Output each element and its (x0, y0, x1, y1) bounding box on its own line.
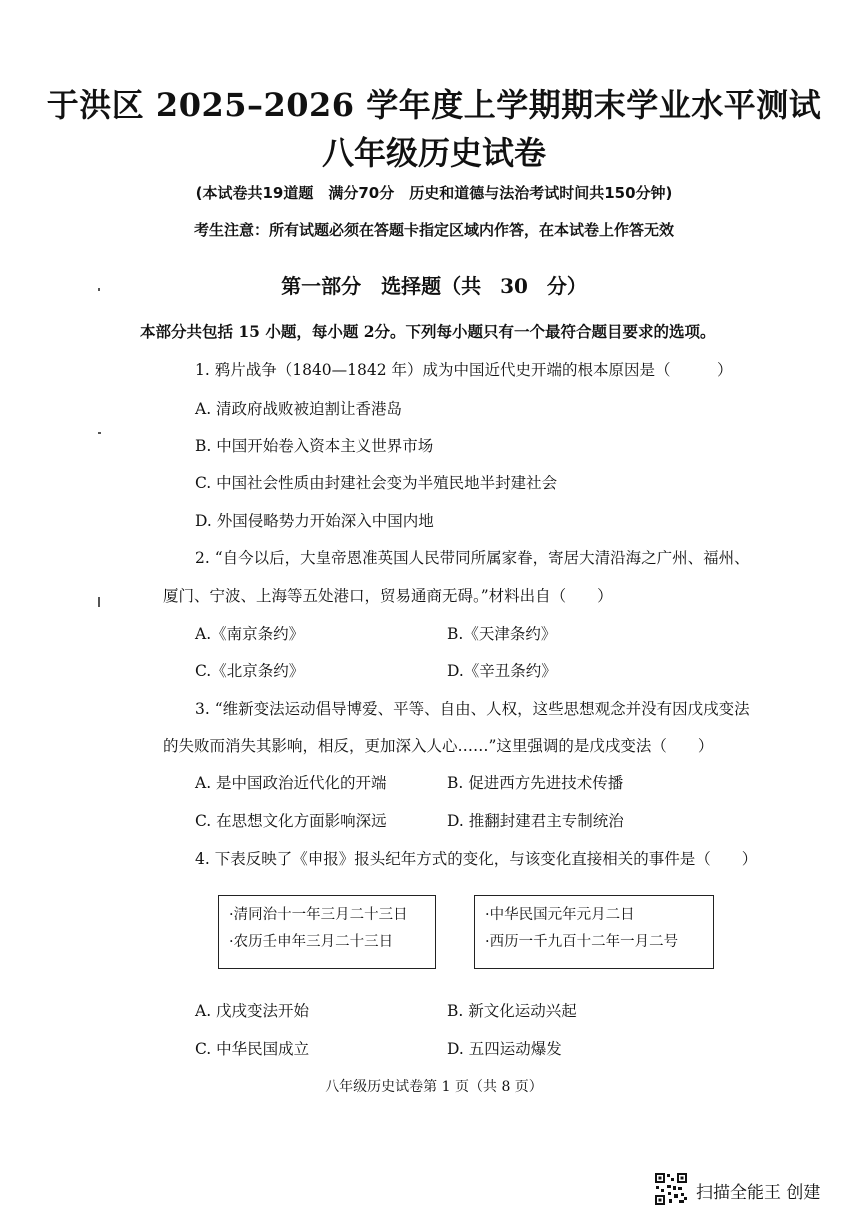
box-left-line-1: ·清同治十一年三月二十三日 (229, 907, 408, 923)
question-2-option-c: C.《北京条约》 (195, 662, 305, 680)
question-2-stem-line2: 厦门、宁波、上海等五处港口，贸易通商无碍。”材料出自（ ） (163, 587, 613, 605)
scan-speck (98, 288, 100, 291)
watermark-text: 扫描全能王 创建 (696, 1183, 821, 1203)
question-3-option-b: B. 促进西方先进技术传播 (447, 774, 624, 792)
scan-speck (98, 597, 100, 607)
scanner-watermark (654, 1172, 854, 1212)
newspaper-dating-box-left (218, 895, 436, 969)
question-2-option-a: A.《南京条约》 (195, 625, 305, 643)
question-2-option-b: B.《天津条约》 (447, 625, 557, 643)
section-heading: 第一部分 选择题（共 30 分） (281, 274, 587, 298)
question-4-option-a: A. 戊戌变法开始 (195, 1002, 310, 1020)
question-2-stem-line1: 2. “自今以后，大皇帝恩准英国人民带同所属家眷，寄居大清沿海之广州、福州、 (195, 549, 750, 567)
question-1-option-d: D. 外国侵略势力开始深入中国内地 (195, 512, 434, 530)
exam-title: 于洪区 2025–2026 学年度上学期期末学业水平测试 (46, 86, 822, 124)
question-1-stem: 1. 鸦片战争（1840—1842 年）成为中国近代史开端的根本原因是（ ） (195, 361, 733, 379)
question-3-stem-line2: 的失败而消失其影响，相反，更加深入人心……”这里强调的是戊戌变法（ ） (163, 737, 714, 755)
question-2-option-d: D.《辛丑条约》 (447, 662, 557, 680)
question-3-option-a: A. 是中国政治近代化的开端 (195, 774, 387, 792)
qr-code-icon (654, 1172, 688, 1206)
question-4-stem: 4. 下表反映了《申报》报头纪年方式的变化，与该变化直接相关的事件是（ ） (195, 850, 758, 868)
question-3-option-c: C. 在思想文化方面影响深远 (195, 812, 387, 830)
section-instruction: 本部分共包括 15 小题，每小题 2分。下列每小题只有一个最符合题目要求的选项。 (140, 322, 716, 341)
question-1-option-c: C. 中国社会性质由封建社会变为半殖民地半封建社会 (195, 474, 558, 492)
question-3-stem-line1: 3. “维新变法运动倡导博爱、平等、自由、人权，这些思想观念并没有因戊戌变法 (195, 700, 750, 718)
box-left-line-2: ·农历壬申年三月二十三日 (229, 934, 394, 950)
exam-notice: 考生注意：所有试题必须在答题卡指定区域内作答，在本试卷上作答无效 (193, 221, 674, 239)
question-4-option-c: C. 中华民国成立 (195, 1040, 310, 1058)
box-right-line-1: ·中华民国元年元月二日 (485, 907, 635, 923)
question-4-option-b: B. 新文化运动兴起 (447, 1002, 577, 1020)
exam-info: (本试卷共19道题 满分70分 历史和道德与法治考试时间共150分钟) (195, 184, 673, 202)
exam-subtitle: 八年级历史试卷 (321, 134, 546, 172)
question-4-option-d: D. 五四运动爆发 (447, 1040, 562, 1058)
question-1-option-a: A. 清政府战败被迫割让香港岛 (195, 400, 403, 418)
scan-speck (98, 432, 101, 434)
newspaper-dating-box-right (474, 895, 714, 969)
box-right-line-2: ·西历一千九百十二年一月二号 (485, 934, 679, 950)
page-footer: 八年级历史试卷第 1 页（共 8 页） (325, 1079, 543, 1095)
question-1-option-b: B. 中国开始卷入资本主义世界市场 (195, 437, 434, 455)
question-3-option-d: D. 推翻封建君主专制统治 (447, 812, 624, 830)
